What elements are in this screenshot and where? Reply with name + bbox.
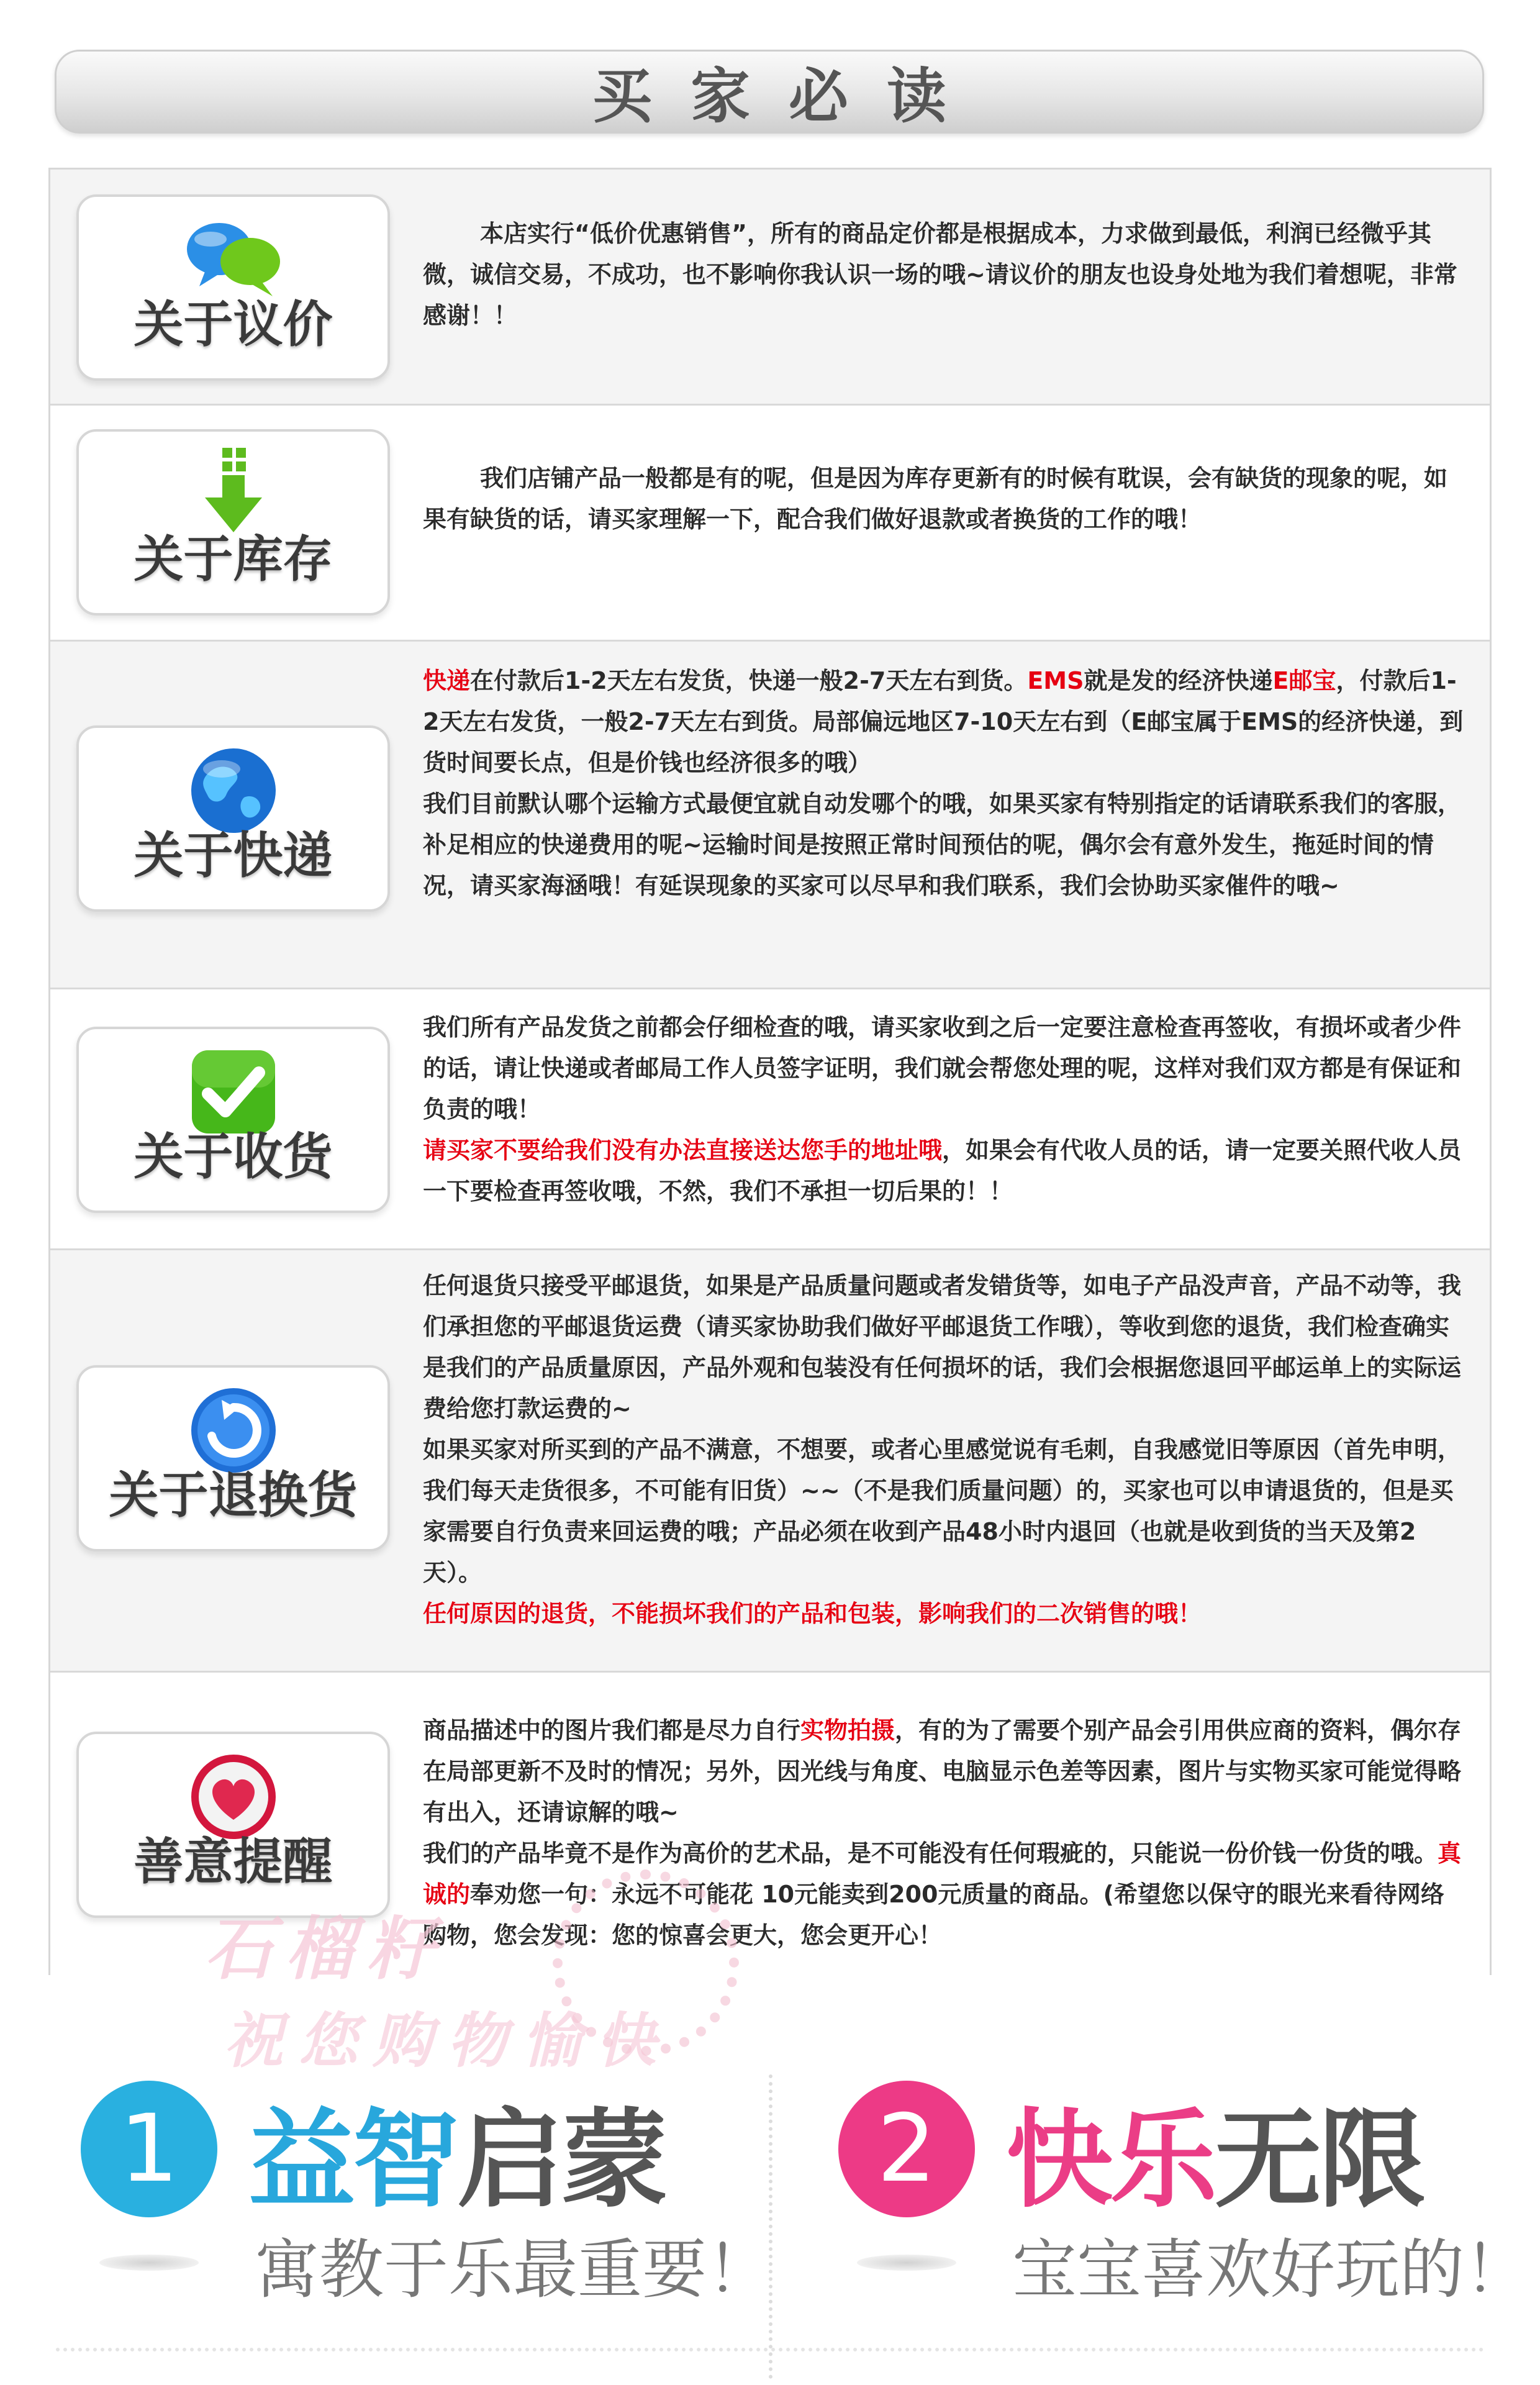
row-receiving (50, 989, 1490, 1250)
row-express (50, 642, 1490, 989)
text-reminder (423, 1710, 1467, 1956)
paragraph (423, 1130, 1467, 1212)
notice-table (48, 168, 1492, 1975)
badge-shadow (857, 2255, 956, 2271)
page-title: 买家必读 (592, 61, 985, 131)
text-segment: 我们目前默认哪个运输方式最便宜就自动发哪个的哦，如果买家有特别指定的话请联系我们的客服，补足相应的快递费用的呢~运输时间是按照正常时间预估的呢，偶尔会有意外发生，拖延时间的情况，请买家海涵哦！有延误现象的买家可以尽早和我们联系，我们会协助买家催件的哦~ (423, 790, 1462, 899)
feature-title-rest: 无限 (1215, 2097, 1423, 2222)
label-card-receiving (76, 1027, 390, 1213)
feature-title-rest: 启蒙 (457, 2097, 666, 2222)
text-express (423, 660, 1467, 906)
paragraph (423, 783, 1467, 906)
paragraph (423, 1265, 1467, 1429)
text-segment: EMS (1027, 667, 1084, 694)
row-stock (50, 406, 1490, 642)
badge-number: 1 (119, 2095, 179, 2203)
text-segment: E邮宝 (1272, 667, 1336, 694)
number-badge (81, 2081, 217, 2217)
text-stock (423, 458, 1467, 540)
text-returns (423, 1265, 1467, 1634)
feature-title-accent: 快乐 (1006, 2097, 1215, 2222)
label-reminder: 善意提醒 (134, 1833, 333, 1891)
label-card-reminder (76, 1732, 390, 1918)
label-bargain: 关于议价 (134, 296, 333, 353)
text-segment: ，如果会有代收人员的话，请一定要关照代收人员一下要检查再签收哦，不然，我们不承担一切后果的！！ (423, 1137, 1462, 1205)
text-segment: 就是发的经济快递 (1084, 667, 1273, 694)
bottom-divider (56, 2348, 1484, 2351)
text-segment: 奉劝您一句：永远不可能花 10元能卖到200元质量的商品。(希望您以保守的眼光来看待网络购物，您会发现：您的惊喜会更大，您会更开心！ (423, 1881, 1444, 1949)
paragraph (423, 1710, 1467, 1833)
feature-fun (832, 2068, 1540, 2329)
feature-title (248, 2074, 666, 2228)
text-segment: 我们店铺产品一般都是有的呢，但是因为库存更新有的时候有耽误，会有缺货的现象的呢，如果有缺货的话，请买家理解一下，配合我们做好退款或者换货的工作的哦！ (423, 465, 1448, 533)
text-segment: 我们所有产品发货之前都会仔细检查的哦，请买家收到之后一定要注意检查再签收，有损坏或者少件的话，请让快递或者邮局工作人员签字证明，我们就会帮您处理的呢，这样对我们双方都是有保证和负责的哦！ (423, 1014, 1462, 1123)
badge-number: 2 (877, 2095, 936, 2203)
watermark-greeting: 祝您购物愉快 (224, 2006, 671, 2076)
text-receiving (423, 1007, 1467, 1212)
label-stock: 关于库存 (134, 530, 333, 588)
paragraph (423, 1833, 1467, 1956)
text-segment: 真诚的 (423, 1840, 1462, 1908)
text-segment: ，付款后1-2天左右发货，一般2-7天左右到货。局部偏远地区7-10天左右到（E邮宝属于EMS的经济快递，到货时间要长点，但是价钱也经济很多的哦） (423, 667, 1464, 776)
text-segment: 快递 (423, 667, 471, 694)
paragraph (423, 1007, 1467, 1130)
text-segment: 实物拍摄 (800, 1717, 895, 1744)
watermark-shop-name: 石榴籽 (205, 1909, 447, 1989)
text-segment: 本店实行“低价优惠销售”，所有的商品定价都是根据成本，力求做到最低，利润已经微乎其微，诚信交易，不成功，也不影响你我认识一场的哦~请议价的朋友也设身处地为我们着想呢，非常感谢！！ (423, 220, 1457, 329)
text-bargain (423, 213, 1467, 336)
row-reminder (50, 1673, 1490, 1977)
label-returns: 关于退换货 (109, 1466, 358, 1524)
text-segment: ，有的为了需要个别产品会引用供应商的资料，偶尔存在局部更新不及时的情况；另外，因光线与角度、电脑显示色差等因素，图片与实物买家可能觉得略有出入，还请谅解的哦~ (423, 1717, 1462, 1826)
feature-title-accent: 益智 (248, 2097, 457, 2222)
label-card-bargain (76, 194, 390, 381)
text-segment: 请买家不要给我们没有办法直接送达您手的地址哦 (423, 1137, 943, 1164)
feature-education (75, 2068, 782, 2329)
feature-subtitle: 宝宝喜欢好玩的！ (1012, 2232, 1529, 2307)
row-bargain (50, 170, 1490, 406)
paragraph (423, 213, 1467, 336)
text-segment: 如果买家对所买到的产品不满意，不想要，或者心里感觉说有毛刺，自我感觉旧等原因（首先申明，我们每天走货很多，不可能有旧货）~~（不是我们质量问题）的，买家也可以申请退货的，但是买家需要自行负责来回运费的哦；产品必须在收到产品48小时内退回（也就是收到货的当天及第2天）。 (423, 1436, 1462, 1586)
text-segment: 任何原因的退货，不能损坏我们的产品和包装，影响我们的二次销售的哦！ (423, 1600, 1202, 1627)
paragraph (423, 660, 1467, 783)
text-segment: 任何退货只接受平邮退货，如果是产品质量问题或者发错货等，如电子产品没声音，产品不动等，我们承担您的平邮退货运费（请买家协助我们做好平邮退货工作哦），等收到您的退货，我们检查确实是我们的产品质量原因，产品外观和包装没有任何损坏的话，我们会根据您退回平邮运单上的实际运费给您打款运费的~ (423, 1272, 1462, 1422)
number-badge (838, 2081, 975, 2217)
text-segment: 商品描述中的图片我们都是尽力自行 (423, 1717, 801, 1744)
label-receiving: 关于收货 (134, 1128, 333, 1186)
row-returns (50, 1250, 1490, 1673)
paragraph (423, 1429, 1467, 1593)
label-express: 关于快递 (134, 827, 333, 884)
paragraph (423, 458, 1467, 540)
label-card-stock (76, 429, 390, 616)
text-segment: 我们的产品毕竟不是作为高价的艺术品，是不可能没有任何瑕疵的，只能说一份价钱一份货的哦。 (423, 1840, 1438, 1867)
feature-divider (769, 2074, 772, 2379)
buyer-notice-header (55, 50, 1484, 134)
feature-subtitle: 寓教于乐最重要！ (255, 2232, 772, 2307)
feature-title (1006, 2074, 1423, 2228)
paragraph (423, 1593, 1467, 1634)
badge-shadow (99, 2255, 199, 2271)
label-card-express (76, 725, 390, 912)
text-segment: 在付款后1-2天左右发货，快递一般2-7天左右到货。 (470, 667, 1028, 694)
label-card-returns (76, 1365, 390, 1551)
